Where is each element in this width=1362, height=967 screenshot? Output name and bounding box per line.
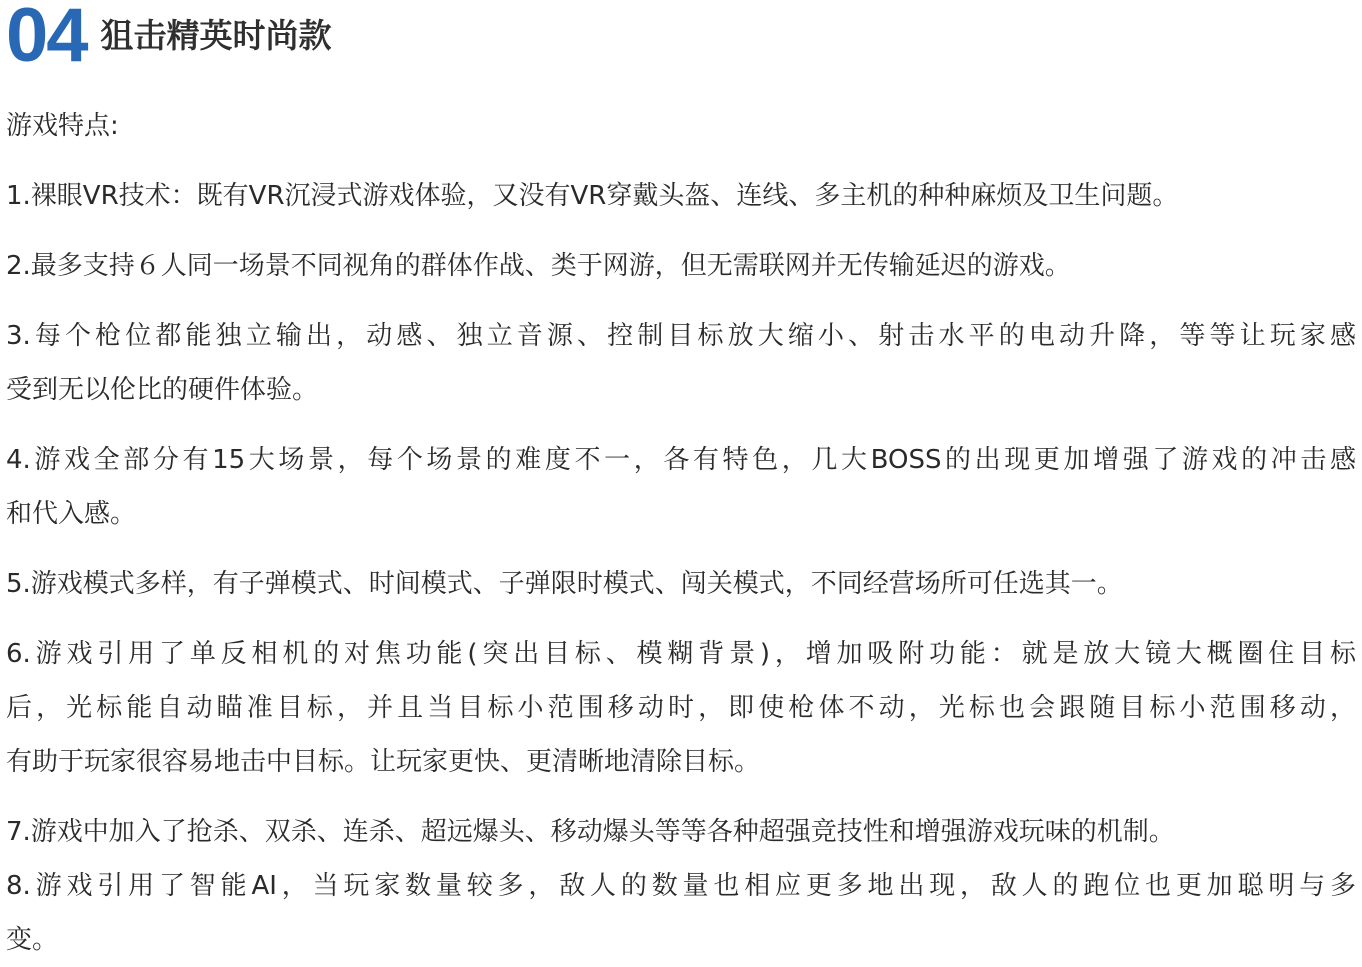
feature-paragraph-6 [6, 627, 1356, 789]
paragraph-line: 1.裸眼VR技术：既有VR沉浸式游戏体验，又没有VR穿戴头盔、连线、多主机的种种麻烦及卫生问题。 [6, 181, 1179, 211]
paragraph-line: 2.最多支持６人同一场景不同视角的群体作战、类于网游，但无需联网并无传输延迟的游戏。 [6, 251, 1071, 281]
feature-paragraph-5 [6, 557, 1356, 611]
paragraph-line: 7.游戏中加入了抢杀、双杀、连杀、超远爆头、移动爆头等等各种超强竞技性和增强游戏玩味的机制。 [6, 817, 1175, 847]
paragraph-line: 受到无以伦比的硬件体验。 [6, 375, 319, 405]
paragraph-line: 有助于玩家很容易地击中目标。让玩家更快、更清晰地清除目标。 [6, 747, 761, 777]
paragraph-line: 8.游戏引用了智能AI，当玩家数量较多，敌人的数量也相应更多地出现，敌人的跑位也更加聪明与多 [6, 871, 1356, 901]
intro-line: 游戏特点: [6, 111, 119, 141]
paragraph-line: 和代入感。 [6, 499, 137, 529]
paragraph-line: 5.游戏模式多样，有子弹模式、时间模式、子弹限时模式、闯关模式，不同经营场所可任选其一。 [6, 569, 1123, 599]
section-header [6, 0, 332, 78]
paragraph-line: 变。 [6, 925, 59, 955]
feature-paragraph-1 [6, 169, 1356, 223]
paragraph-line: 4.游戏全部分有15大场景，每个场景的难度不一，各有特色，几大BOSS的出现更加增强了游戏的冲击感 [6, 445, 1356, 475]
paragraph-line: 3.每个枪位都能独立输出，动感、独立音源、控制目标放大缩小、射击水平的电动升降，等等让玩家感 [6, 321, 1356, 351]
paragraph-line: 后，光标能自动瞄准目标，并且当目标小范围移动时，即使枪体不动，光标也会跟随目标小范围移动， [6, 693, 1356, 723]
features-intro [6, 99, 1356, 153]
paragraph-line: 6.游戏引用了单反相机的对焦功能(突出目标、模糊背景)，增加吸附功能：就是放大镜大概圈住目标 [6, 639, 1356, 669]
feature-paragraph-7 [6, 805, 1356, 859]
feature-paragraph-3 [6, 309, 1356, 417]
feature-paragraph-4 [6, 433, 1356, 541]
feature-paragraph-8 [6, 859, 1356, 967]
section-number: 04 [6, 0, 87, 78]
section-title: 狙击精英时尚款 [100, 15, 332, 55]
feature-paragraph-2 [6, 239, 1356, 293]
